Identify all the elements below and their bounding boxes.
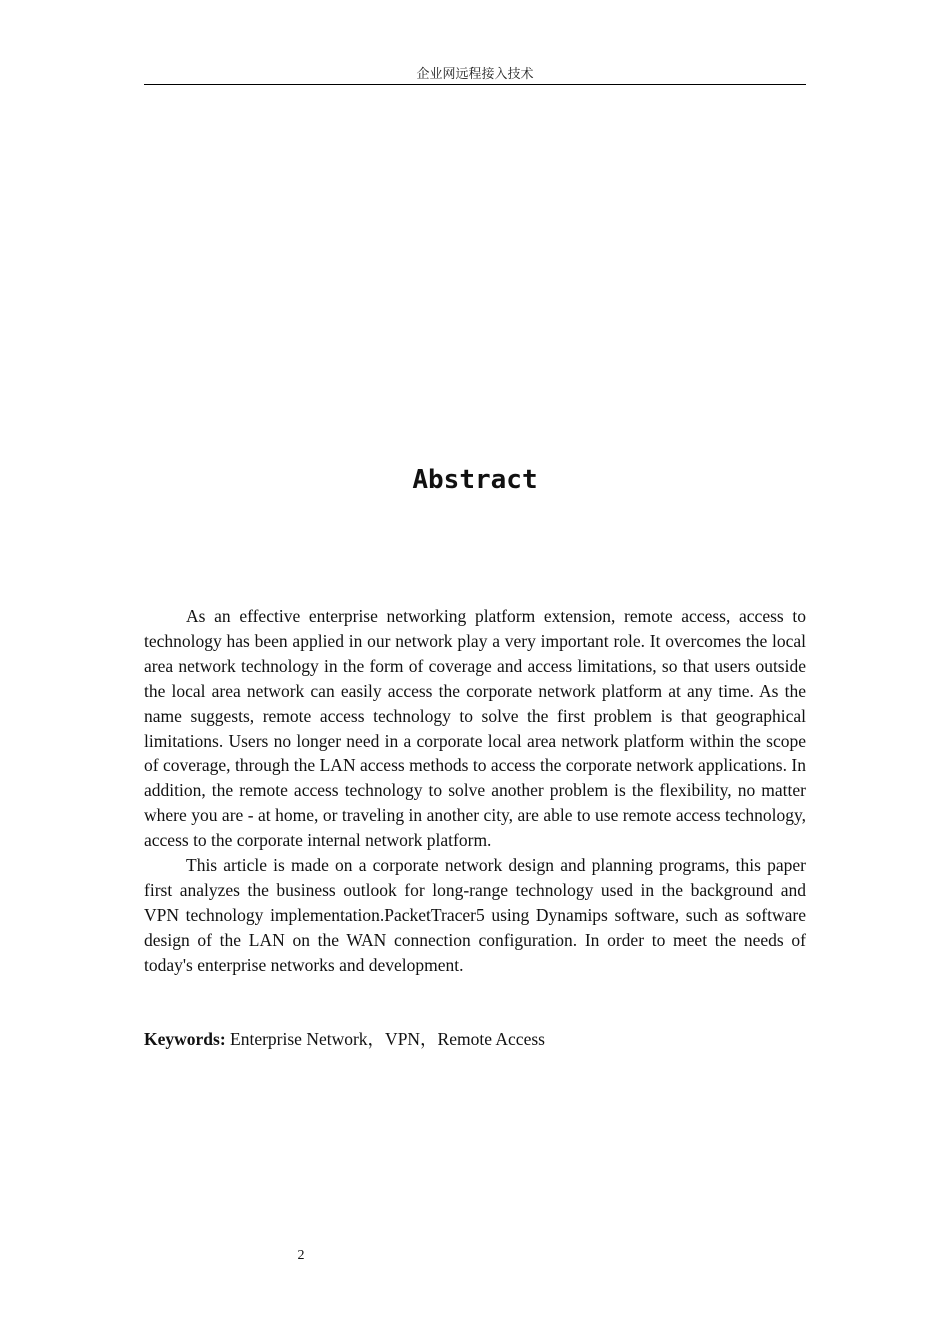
abstract-paragraph: This article is made on a corporate network design and planning programs, this paper first analyzes the business outlook for long-range technology used in the background and VPN technology implementation.PacketTracer5 using Dynamips software, such as software design of the LAN on the WAN connection configuration. In order to meet the needs of today's enterprise networks and development. [144,855,806,975]
abstract-body [144,604,806,978]
running-header [144,64,806,85]
abstract-title: Abstract [412,465,538,495]
keywords-value: Enterprise Network，VPN，Remote Access [230,1029,545,1049]
keywords-line [144,1027,806,1052]
keywords-label: Keywords: [144,1029,226,1049]
header-title: 企业网远程接入技术 [416,66,534,81]
abstract-paragraph: As an effective enterprise networking platform extension, remote access, access to technology has been applied in our network play a very important role. It overcomes the local area network technology in the form of coverage and access limitations, so that users outside the local area network can easily access the corporate network platform at any time. As the name suggests, remote access technology to solve the first problem is that geographical limitations. Users no longer need in a corporate local area network platform within the scope of coverage, through the LAN access methods to access the corporate network applications. In addition, the remote access technology to solve another problem is the flexibility, no matter where you are - at home, or traveling in another city, are able to use remote access technology, access to the corporate internal network platform. [144,606,806,851]
page-number: 2 [297,1248,305,1263]
